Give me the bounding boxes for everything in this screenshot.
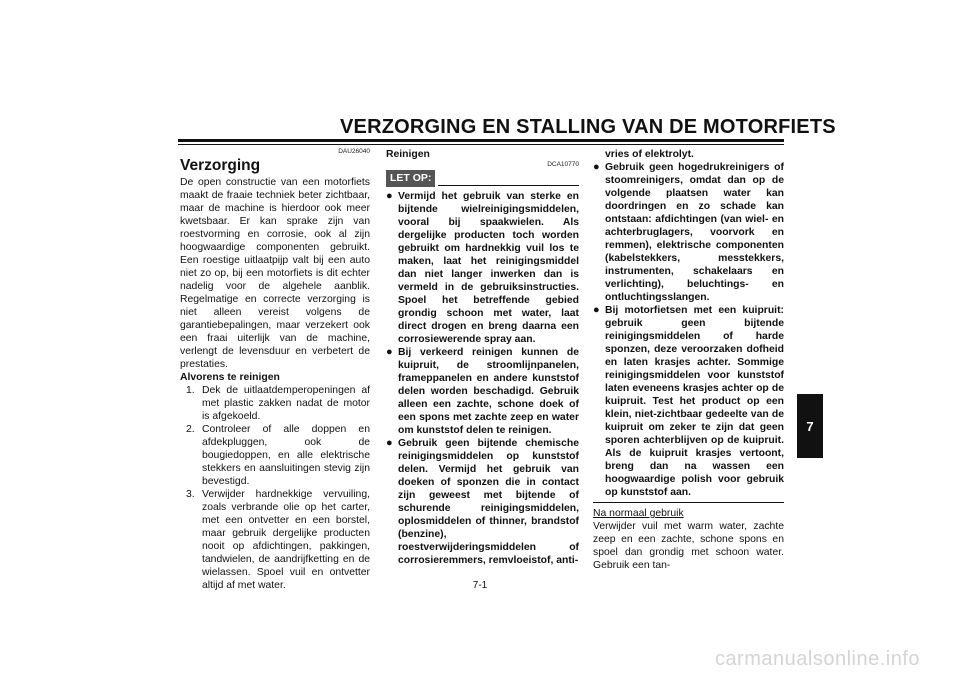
step-number: 2. — [186, 424, 195, 435]
page-number: 7-1 — [472, 580, 488, 591]
step-text: Controleer of alle doppen en afdekpluggen, ook de bougiedoppen, en alle elektrische stekkers en aansluitingen stevig zijn bevestigd. — [202, 424, 370, 487]
list-item — [386, 346, 579, 437]
notice-bullet-list-continued — [593, 161, 784, 499]
section-heading: Verzorging — [180, 157, 261, 174]
subheading-before-cleaning: Alvorens te reinigen — [180, 372, 280, 383]
notice-continuation: vries of elektrolyt. — [605, 149, 694, 160]
notice-code: DCA10770 — [547, 161, 579, 168]
section-code: DAU26040 — [338, 148, 370, 155]
notice-badge: LET OP: — [386, 170, 435, 187]
bullet-icon: ● — [593, 304, 600, 316]
bullet-text: Bij motorfietsen met een kuipruit: gebruik geen bijtende reinigingsmiddelen of harde sponzen, deze veroorzaken dofheid en laten krasjes achter. Sommige reinigingsmiddelen voor kunststof laten eveneens krasjes achter op de kuipruit. Test het product op een klein, niet-zichtbaar gedeelte van de kuipruit om zeker te zijn dat geen sporen achterblijven op de kuipruit. Als de kuipruit krasjes vertoont, breng dan na wassen een hoogwaardige polish voor gebruik op kunststof aan. — [605, 305, 784, 498]
step-number: 1. — [186, 385, 195, 396]
bullet-icon: ● — [386, 346, 393, 358]
step-list — [180, 384, 370, 592]
list-item — [180, 488, 370, 592]
column-right — [593, 148, 784, 572]
step-text: Dek de uitlaatdemperopeningen af met plastic zakken nadat de motor is afgekoeld. — [202, 385, 370, 422]
bullet-icon: ● — [386, 190, 393, 202]
list-item — [180, 384, 370, 423]
bullet-text: Gebruik geen hogedrukreinigers of stoomreinigers, omdat dan op de volgende plaatsen water kan doordringen en zo schade kan ontstaan: afdichtingen (van wiel- en achterbruglagers, voorvork en remmen), elektrische componenten (kabelstekkers, messtekkers, instrumenten, schakelaars en verlichting), beluchtings- en ontluchtingsslangen. — [605, 162, 784, 303]
list-item — [593, 161, 784, 304]
bullet-text: Bij verkeerd reinigen kunnen de kuipruit, de stroomlijnpanelen, frameppanelen en andere kunststof delen worden beschadigd. Gebruik alleen een zachte, schone doek of een spons met zachte zeep en water om kunststof delen te reinigen. — [398, 347, 579, 436]
notice-header — [386, 170, 579, 187]
bullet-text: Vermijd het gebruik van sterke en bijtende wielreinigingsmiddelen, vooral bij spaakwielen. Als dergelijke producten toch worden gebruikt om hardnekkig vuil los te maken, laat het reinigingsmiddel dan niet langer inwerken dan is vermeld in de gebruiksinstructies. Spoel het betreffende gebied grondig schoon met water, laat direct drogen en breng daarna een corrosiewerende spray aan. — [398, 191, 579, 345]
subheading-after-normal-use: Na normaal gebruik — [593, 508, 684, 519]
step-number: 3. — [186, 489, 195, 500]
column-left — [180, 148, 370, 592]
notice-bullet-list — [386, 190, 579, 567]
step-text: Verwijder hardnekkige vervuiling, zoals verbrande olie op het carter, met een ontvetter en een borstel, maar gebruik dergelijke producten nooit op afdichtingen, pakkingen, tandwielen, de aandrijfketting en de wielassen. Spoel vuil en ontvetter altijd af met water. — [202, 489, 370, 591]
notice-end-rule — [593, 502, 784, 503]
notice-rule — [438, 170, 579, 186]
bullet-icon: ● — [593, 161, 600, 173]
after-use-paragraph: Verwijder vuil met warm water, zachte zeep en een zachte, schone spons en spoel dan grondig met schoon water. Gebruik een tan- — [593, 521, 784, 571]
list-item — [386, 190, 579, 346]
header-rule — [178, 139, 784, 142]
list-item — [386, 437, 579, 567]
page-header-title: VERZORGING EN STALLING VAN DE MOTORFIETS — [340, 116, 836, 138]
watermark: carmanualsonline.info — [714, 648, 920, 670]
chapter-tab: 7 — [797, 394, 823, 458]
cleaning-heading: Reinigen — [386, 149, 430, 160]
list-item — [593, 304, 784, 499]
bullet-text: Gebruik geen bijtende chemische reinigingsmiddelen op kunststof delen. Vermijd het gebruik van doeken of sponzen die in contact zijn geweest met bijtende of schurende reinigingsmiddelen, oplosmiddelen of thinner, brandstof (benzine), roestverwijderingsmiddelen of corrosieremmers, remvloeistof, anti- — [398, 438, 579, 566]
intro-paragraph: De open constructie van een motorfiets maakt de fraaie techniek beter zichtbaar, maar de machine is hierdoor ook meer kwetsbaar. Er kan sprake zijn van roestvorming en corrosie, ook al zijn hoogwaardige componenten gebruikt. Een roestige uitlaatpijp valt bij een auto niet zo op, bij een motorfiets is dit echter nadelig voor de algehele aanblik. Regelmatige en correcte verzorging is niet alleen vereist volgens de garantiebepalingen, maar verzekert ook een fraai uiterlijk van de machine, verlengt de levensduur en verbetert de prestaties. — [180, 177, 370, 370]
list-item — [180, 423, 370, 488]
header-rule-thin — [178, 144, 784, 145]
bullet-icon: ● — [386, 437, 393, 449]
column-middle — [386, 148, 579, 567]
